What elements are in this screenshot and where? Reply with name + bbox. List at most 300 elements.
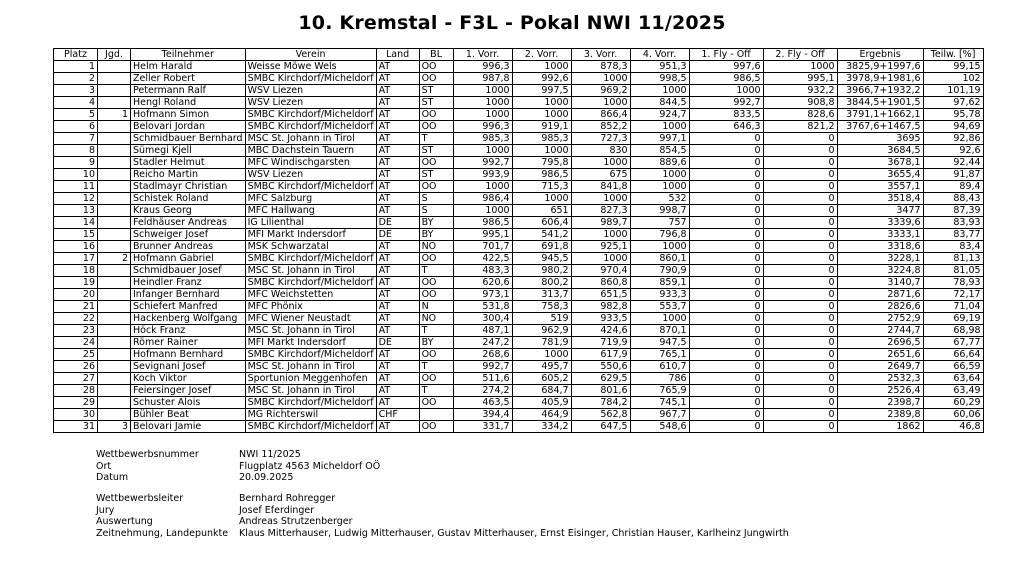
col-teilw-cell: 68,98: [923, 325, 983, 337]
col-land-cell: AT: [376, 133, 419, 145]
col-flyoff-2-cell: 0: [763, 337, 837, 349]
col-flyoff-1-cell: 0: [689, 349, 763, 361]
col-bl-cell: BY: [419, 229, 453, 241]
page-title: 10. Kremstal - F3L - Pokal NWI 11/2025: [298, 12, 726, 34]
col-land-cell: AT: [376, 169, 419, 181]
col-flyoff-2-cell: 0: [763, 145, 837, 157]
table-row: [54, 85, 984, 97]
col-teilnehmer-cell: Hofmann Simon: [131, 109, 246, 121]
officials-info: [96, 493, 789, 539]
table-row: [54, 409, 984, 421]
col-bl-cell: T: [419, 385, 453, 397]
col-vorr-4-cell: 765,9: [630, 385, 689, 397]
col-land-cell: AT: [376, 109, 419, 121]
col-vorr-2-cell: 519: [512, 313, 571, 325]
col-vorr-1-cell: 620,6: [453, 277, 512, 289]
col-vorr-2-cell: 651: [512, 205, 571, 217]
col-flyoff-1-cell: 0: [689, 325, 763, 337]
col-verein-cell: MFC Weichstetten: [245, 289, 376, 301]
col-vorr-1-cell: 992,7: [453, 361, 512, 373]
col-vorr-1-cell: 993,9: [453, 169, 512, 181]
table-row: [54, 325, 984, 337]
col-vorr-1-cell: 483,3: [453, 265, 512, 277]
col-flyoff-2-cell: 828,6: [763, 109, 837, 121]
col-land-cell: AT: [376, 97, 419, 109]
col-vorr-3-cell: 841,8: [571, 181, 630, 193]
info-value: 20.09.2025: [239, 472, 294, 483]
col-bl-cell: NÖ: [419, 241, 453, 253]
col-vorr-2-cell: 795,8: [512, 157, 571, 169]
col-jgd-cell: [98, 409, 131, 421]
col-ergebnis-cell: 3966,7+1932,2: [837, 85, 923, 97]
table-row: [54, 361, 984, 373]
col-bl-cell: T: [419, 361, 453, 373]
col-jgd-cell: [98, 217, 131, 229]
col-teilnehmer-cell: Helm Harald: [131, 61, 246, 73]
table-row: [54, 349, 984, 361]
col-land-cell: AT: [376, 349, 419, 361]
col-platz-header: Platz: [54, 49, 98, 61]
table-row: [54, 121, 984, 133]
col-bl-cell: OÖ: [419, 277, 453, 289]
col-vorr-3-cell: 651,5: [571, 289, 630, 301]
col-vorr-1-cell: 300,4: [453, 313, 512, 325]
col-flyoff-1-cell: 0: [689, 421, 763, 433]
col-vorr-2-cell: 715,3: [512, 181, 571, 193]
col-ergebnis-cell: 3844,5+1901,5: [837, 97, 923, 109]
col-vorr-2-cell: 992,6: [512, 73, 571, 85]
col-vorr-2-cell: 464,9: [512, 409, 571, 421]
col-vorr-2-cell: 405,9: [512, 397, 571, 409]
col-vorr-3-cell: 827,3: [571, 205, 630, 217]
col-bl-cell: OÖ: [419, 121, 453, 133]
col-flyoff-1-cell: 986,5: [689, 73, 763, 85]
col-flyoff-2-cell: 995,1: [763, 73, 837, 85]
results-table: [53, 48, 984, 433]
col-teilw-cell: 71,04: [923, 301, 983, 313]
col-teilw-cell: 63,49: [923, 385, 983, 397]
col-teilnehmer-header: Teilnehmer: [131, 49, 246, 61]
col-teilw-cell: 83,93: [923, 217, 983, 229]
col-flyoff-1-cell: 1000: [689, 85, 763, 97]
col-vorr-4-cell: 998,7: [630, 205, 689, 217]
col-vorr-4-cell: 553,7: [630, 301, 689, 313]
col-land-cell: AT: [376, 373, 419, 385]
col-flyoff-1-cell: 997,6: [689, 61, 763, 73]
col-flyoff-1-cell: 0: [689, 169, 763, 181]
col-bl-cell: OÖ: [419, 397, 453, 409]
col-flyoff-1-cell: 992,7: [689, 97, 763, 109]
col-flyoff-2-cell: 0: [763, 265, 837, 277]
col-vorr-4-cell: 1000: [630, 121, 689, 133]
col-teilw-cell: 97,62: [923, 97, 983, 109]
col-vorr-4-cell: 860,1: [630, 253, 689, 265]
col-land-header: Land: [376, 49, 419, 61]
col-verein-cell: MSC St. Johann in Tirol: [245, 361, 376, 373]
col-ergebnis-cell: 2871,6: [837, 289, 923, 301]
col-vorr-1-cell: 531,8: [453, 301, 512, 313]
col-vorr-2-cell: 962,9: [512, 325, 571, 337]
col-jgd-cell: [98, 193, 131, 205]
col-platz-cell: 22: [54, 313, 98, 325]
col-vorr-3-cell: 719,9: [571, 337, 630, 349]
col-platz-cell: 29: [54, 397, 98, 409]
col-jgd-cell: [98, 121, 131, 133]
col-jgd-cell: [98, 373, 131, 385]
col-vorr-4-cell: 951,3: [630, 61, 689, 73]
table-row: [54, 277, 984, 289]
col-teilnehmer-cell: Koch Viktor: [131, 373, 246, 385]
col-land-cell: AT: [376, 121, 419, 133]
col-flyoff-1-cell: 0: [689, 241, 763, 253]
col-jgd-cell: 1: [98, 109, 131, 121]
col-vorr-2-cell: 605,2: [512, 373, 571, 385]
col-vorr-3-cell: 1000: [571, 253, 630, 265]
col-vorr-3-cell: 982,8: [571, 301, 630, 313]
col-verein-cell: Sportunion Meggenhofen: [245, 373, 376, 385]
col-vorr-1-cell: 1000: [453, 145, 512, 157]
col-vorr-4-cell: 933,3: [630, 289, 689, 301]
col-teilnehmer-cell: Belovari Jamie: [131, 421, 246, 433]
col-teilw-cell: 91,87: [923, 169, 983, 181]
col-land-cell: AT: [376, 205, 419, 217]
col-platz-cell: 11: [54, 181, 98, 193]
col-verein-cell: Weisse Möwe Wels: [245, 61, 376, 73]
col-vorr-1-cell: 701,7: [453, 241, 512, 253]
col-flyoff-1-cell: 0: [689, 409, 763, 421]
col-bl-cell: OÖ: [419, 289, 453, 301]
col-ergebnis-cell: 2744,7: [837, 325, 923, 337]
col-vorr-1-cell: 1000: [453, 97, 512, 109]
col-verein-cell: WSV Liezen: [245, 169, 376, 181]
col-land-cell: AT: [376, 61, 419, 73]
col-flyoff-1-cell: 0: [689, 337, 763, 349]
info-label: Auswertung: [96, 516, 153, 527]
col-flyoff-2-cell: 0: [763, 325, 837, 337]
col-vorr-4-cell: 998,5: [630, 73, 689, 85]
info-value: Flugplatz 4563 Micheldorf OÖ: [239, 460, 381, 472]
col-vorr-1-cell: 1000: [453, 181, 512, 193]
col-vorr-1-cell: 274,2: [453, 385, 512, 397]
col-flyoff-1-cell: 0: [689, 217, 763, 229]
col-teilw-cell: 63,64: [923, 373, 983, 385]
col-vorr-3-cell: 878,3: [571, 61, 630, 73]
col-vorr-3-cell: 925,1: [571, 241, 630, 253]
col-platz-cell: 2: [54, 73, 98, 85]
col-land-cell: AT: [376, 421, 419, 433]
col-vorr-3-cell: 675: [571, 169, 630, 181]
col-vorr-3-cell: 1000: [571, 157, 630, 169]
table-row: [54, 205, 984, 217]
col-platz-cell: 17: [54, 253, 98, 265]
col-platz-cell: 28: [54, 385, 98, 397]
col-jgd-cell: [98, 277, 131, 289]
col-vorr-4-cell: 610,7: [630, 361, 689, 373]
col-vorr-1-cell: 487,1: [453, 325, 512, 337]
col-jgd-cell: [98, 397, 131, 409]
col-vorr-1-cell: 511,6: [453, 373, 512, 385]
col-jgd-cell: [98, 61, 131, 73]
col-vorr-1-cell: 463,5: [453, 397, 512, 409]
col-ergebnis-cell: 2398,7: [837, 397, 923, 409]
col-platz-cell: 1: [54, 61, 98, 73]
col-vorr-4-header: 4. Vorr.: [630, 49, 689, 61]
col-teilw-cell: 69,19: [923, 313, 983, 325]
col-vorr-1-cell: 1000: [453, 205, 512, 217]
info-value: Josef Eferdinger: [239, 504, 315, 516]
col-land-cell: AT: [376, 277, 419, 289]
col-teilw-cell: 46,8: [923, 421, 983, 433]
col-flyoff-1-cell: 0: [689, 301, 763, 313]
col-vorr-1-cell: 995,1: [453, 229, 512, 241]
col-teilw-cell: 92,44: [923, 157, 983, 169]
col-verein-cell: SMBC Kirchdorf/Micheldorf: [245, 181, 376, 193]
col-jgd-cell: [98, 361, 131, 373]
col-verein-cell: MFI Markt Indersdorf: [245, 229, 376, 241]
col-jgd-cell: [98, 337, 131, 349]
col-ergebnis-cell: 2389,8: [837, 409, 923, 421]
col-vorr-4-cell: 844,5: [630, 97, 689, 109]
col-teilw-cell: 60,06: [923, 409, 983, 421]
col-teilw-cell: 99,15: [923, 61, 983, 73]
table-row: [54, 229, 984, 241]
col-ergebnis-cell: 2826,6: [837, 301, 923, 313]
col-vorr-4-cell: 967,7: [630, 409, 689, 421]
competition-info: [96, 449, 380, 484]
col-flyoff-1-cell: 0: [689, 361, 763, 373]
col-ergebnis-cell: 3333,1: [837, 229, 923, 241]
col-vorr-4-cell: 532: [630, 193, 689, 205]
col-vorr-3-cell: 989,7: [571, 217, 630, 229]
col-jgd-cell: [98, 73, 131, 85]
col-jgd-cell: [98, 229, 131, 241]
info-label: Wettbewerbsleiter: [96, 493, 184, 504]
col-teilnehmer-cell: Schiefert Manfred: [131, 301, 246, 313]
col-vorr-3-cell: 1000: [571, 97, 630, 109]
col-vorr-4-cell: 870,1: [630, 325, 689, 337]
col-vorr-2-cell: 997,5: [512, 85, 571, 97]
col-jgd-cell: [98, 265, 131, 277]
col-vorr-2-cell: 980,2: [512, 265, 571, 277]
info-row: [96, 505, 789, 517]
col-teilw-cell: 67,77: [923, 337, 983, 349]
col-land-cell: AT: [376, 301, 419, 313]
col-teilnehmer-cell: Brunner Andreas: [131, 241, 246, 253]
col-land-cell: AT: [376, 253, 419, 265]
col-verein-cell: SMBC Kirchdorf/Micheldorf: [245, 121, 376, 133]
col-platz-cell: 10: [54, 169, 98, 181]
table-row: [54, 61, 984, 73]
col-vorr-2-cell: 781,9: [512, 337, 571, 349]
col-teilnehmer-cell: Infanger Bernhard: [131, 289, 246, 301]
info-row: [96, 461, 380, 473]
col-vorr-2-cell: 495,7: [512, 361, 571, 373]
col-bl-cell: T: [419, 133, 453, 145]
col-vorr-3-cell: 1000: [571, 229, 630, 241]
col-vorr-4-cell: 790,9: [630, 265, 689, 277]
col-land-cell: AT: [376, 145, 419, 157]
col-flyoff-2-cell: 1000: [763, 61, 837, 73]
table-row: [54, 313, 984, 325]
col-ergebnis-cell: 2532,3: [837, 373, 923, 385]
col-vorr-2-cell: 1000: [512, 349, 571, 361]
col-platz-cell: 15: [54, 229, 98, 241]
col-vorr-3-cell: 852,2: [571, 121, 630, 133]
col-bl-cell: ST: [419, 97, 453, 109]
col-verein-cell: MBC Dachstein Tauern: [245, 145, 376, 157]
table-row: [54, 109, 984, 121]
col-bl-cell: OÖ: [419, 349, 453, 361]
col-flyoff-2-header: 2. Fly - Off: [763, 49, 837, 61]
col-teilw-cell: 92,86: [923, 133, 983, 145]
table-row: [54, 301, 984, 313]
col-teilnehmer-cell: Sümegi Kjell: [131, 145, 246, 157]
info-value: Bernhard Rohregger: [239, 493, 336, 504]
col-flyoff-1-cell: 0: [689, 313, 763, 325]
col-platz-cell: 21: [54, 301, 98, 313]
col-flyoff-1-header: 1. Fly - Off: [689, 49, 763, 61]
col-jgd-cell: [98, 289, 131, 301]
col-jgd-cell: [98, 145, 131, 157]
col-vorr-4-cell: 1000: [630, 181, 689, 193]
col-ergebnis-cell: 3318,6: [837, 241, 923, 253]
col-vorr-2-cell: 1000: [512, 61, 571, 73]
col-vorr-4-cell: 1000: [630, 313, 689, 325]
col-teilnehmer-cell: Römer Rainer: [131, 337, 246, 349]
col-flyoff-1-cell: 0: [689, 193, 763, 205]
col-flyoff-2-cell: 0: [763, 349, 837, 361]
col-platz-cell: 7: [54, 133, 98, 145]
col-bl-cell: OÖ: [419, 109, 453, 121]
col-vorr-4-cell: 786: [630, 373, 689, 385]
col-vorr-2-cell: 606,4: [512, 217, 571, 229]
col-vorr-4-cell: 947,5: [630, 337, 689, 349]
col-jgd-cell: [98, 181, 131, 193]
col-bl-cell: ST: [419, 145, 453, 157]
col-land-cell: AT: [376, 181, 419, 193]
col-teilnehmer-cell: Schmidbauer Bernhard: [131, 133, 246, 145]
col-jgd-cell: [98, 85, 131, 97]
col-teilnehmer-cell: Stadlmayr Christian: [131, 181, 246, 193]
col-bl-cell: OÖ: [419, 373, 453, 385]
col-teilnehmer-cell: Zeller Robert: [131, 73, 246, 85]
col-platz-cell: 20: [54, 289, 98, 301]
col-bl-cell: S: [419, 193, 453, 205]
col-platz-cell: 5: [54, 109, 98, 121]
table-row: [54, 241, 984, 253]
col-flyoff-2-cell: 0: [763, 241, 837, 253]
col-vorr-3-cell: 969,2: [571, 85, 630, 97]
col-platz-cell: 27: [54, 373, 98, 385]
col-vorr-3-cell: 970,4: [571, 265, 630, 277]
col-teilnehmer-cell: Belovari Jordan: [131, 121, 246, 133]
table-row: [54, 421, 984, 433]
col-platz-cell: 6: [54, 121, 98, 133]
col-verein-cell: WSV Liezen: [245, 97, 376, 109]
col-teilnehmer-cell: Hofmann Bernhard: [131, 349, 246, 361]
col-teilw-cell: 88,43: [923, 193, 983, 205]
col-verein-cell: MFC Hallwang: [245, 205, 376, 217]
col-platz-cell: 26: [54, 361, 98, 373]
col-bl-cell: N: [419, 301, 453, 313]
col-teilnehmer-cell: Heindler Franz: [131, 277, 246, 289]
col-teilnehmer-cell: Hackenberg Wolfgang: [131, 313, 246, 325]
col-verein-cell: MSC St. Johann in Tirol: [245, 133, 376, 145]
col-land-cell: AT: [376, 193, 419, 205]
table-row: [54, 97, 984, 109]
col-teilw-cell: 60,29: [923, 397, 983, 409]
col-verein-cell: SMBC Kirchdorf/Micheldorf: [245, 349, 376, 361]
col-bl-cell: ST: [419, 169, 453, 181]
col-vorr-3-cell: 424,6: [571, 325, 630, 337]
table-row: [54, 73, 984, 85]
col-vorr-2-cell: 1000: [512, 193, 571, 205]
col-platz-cell: 16: [54, 241, 98, 253]
col-land-cell: AT: [376, 385, 419, 397]
col-vorr-3-cell: 1000: [571, 73, 630, 85]
col-ergebnis-cell: 2752,9: [837, 313, 923, 325]
info-row: [96, 528, 789, 540]
col-bl-cell: OÖ: [419, 253, 453, 265]
col-jgd-header: Jgd.: [98, 49, 131, 61]
col-vorr-4-cell: 889,6: [630, 157, 689, 169]
col-teilnehmer-cell: Feiersinger Josef: [131, 385, 246, 397]
col-teilnehmer-cell: Feldhäuser Andreas: [131, 217, 246, 229]
col-ergebnis-cell: 2696,5: [837, 337, 923, 349]
col-flyoff-2-cell: 0: [763, 157, 837, 169]
col-ergebnis-cell: 3684,5: [837, 145, 923, 157]
col-jgd-cell: [98, 349, 131, 361]
col-flyoff-2-cell: 0: [763, 277, 837, 289]
col-bl-cell: [419, 409, 453, 421]
col-flyoff-1-cell: 0: [689, 133, 763, 145]
col-jgd-cell: [98, 97, 131, 109]
col-vorr-2-cell: 1000: [512, 145, 571, 157]
col-vorr-1-cell: 247,2: [453, 337, 512, 349]
col-vorr-3-cell: 1000: [571, 193, 630, 205]
col-ergebnis-cell: 2651,6: [837, 349, 923, 361]
info-label: Jury: [96, 504, 115, 516]
col-vorr-2-cell: 919,1: [512, 121, 571, 133]
col-vorr-3-cell: 629,5: [571, 373, 630, 385]
col-land-cell: AT: [376, 313, 419, 325]
col-platz-cell: 9: [54, 157, 98, 169]
col-flyoff-2-cell: 0: [763, 421, 837, 433]
col-verein-cell: MFC Phönix: [245, 301, 376, 313]
info-row: [96, 516, 789, 528]
col-flyoff-2-cell: 908,8: [763, 97, 837, 109]
col-vorr-2-cell: 1000: [512, 97, 571, 109]
col-land-cell: DE: [376, 229, 419, 241]
col-jgd-cell: [98, 241, 131, 253]
col-teilnehmer-cell: Schweiger Josef: [131, 229, 246, 241]
table-row: [54, 373, 984, 385]
col-vorr-2-cell: 1000: [512, 109, 571, 121]
col-bl-cell: T: [419, 325, 453, 337]
col-vorr-1-cell: 996,3: [453, 121, 512, 133]
col-teilw-cell: 81,13: [923, 253, 983, 265]
col-flyoff-1-cell: 0: [689, 145, 763, 157]
col-bl-cell: OÖ: [419, 73, 453, 85]
col-ergebnis-cell: 3224,8: [837, 265, 923, 277]
col-platz-cell: 25: [54, 349, 98, 361]
col-teilw-cell: 83,77: [923, 229, 983, 241]
col-verein-cell: MSK Schwarzatal: [245, 241, 376, 253]
col-platz-cell: 12: [54, 193, 98, 205]
col-flyoff-2-cell: 0: [763, 253, 837, 265]
col-vorr-1-cell: 973,1: [453, 289, 512, 301]
col-land-cell: AT: [376, 397, 419, 409]
